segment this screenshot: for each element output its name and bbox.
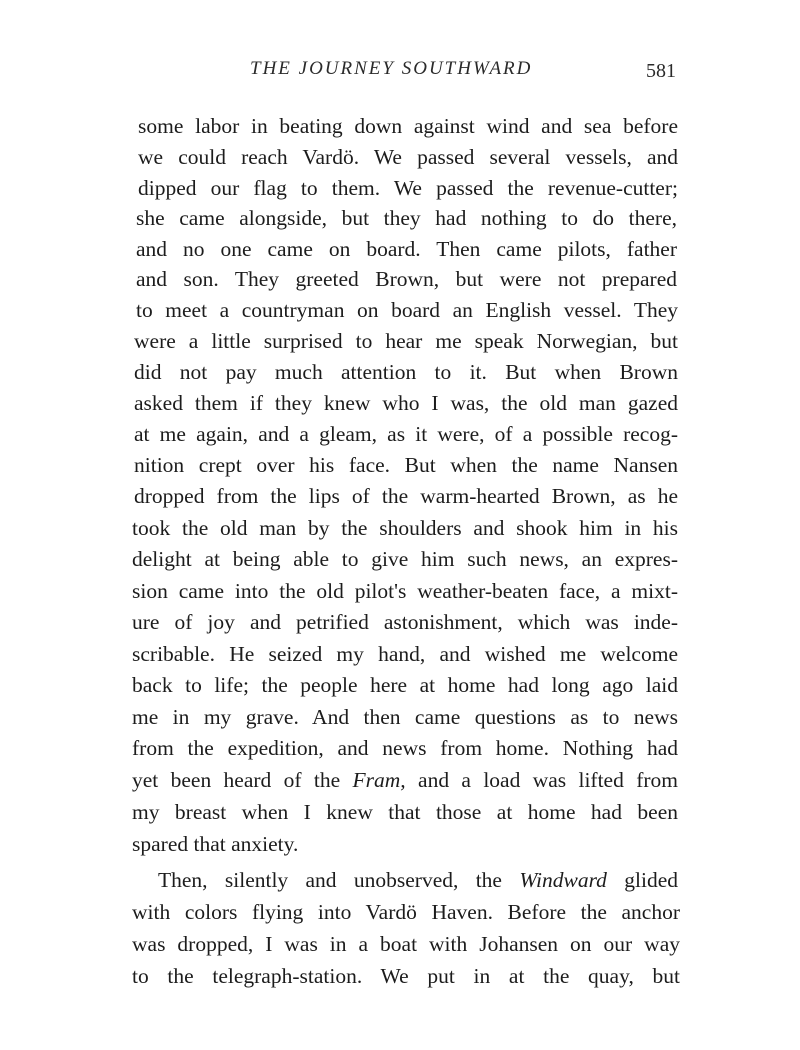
text-line: dropped from the lips of the warm-hearted Brown, as he (134, 484, 678, 508)
text-line: asked them if they knew who I was, the old man gazed (134, 391, 678, 415)
text-line: Then, silently and unobserved, the Windward glided (158, 868, 678, 892)
text-line: to the telegraph-station. We put in at the quay, but (132, 964, 680, 988)
text-line: nition crept over his face. But when the name Nansen (134, 453, 678, 477)
text-line: we could reach Vardö. We passed several vessels, and (138, 145, 678, 169)
ship-name-windward: Windward (519, 868, 607, 892)
text-line: back to life; the people here at home had long ago laid (132, 673, 678, 697)
text-line: and no one came on board. Then came pilots, father (136, 237, 677, 261)
page-number: 581 (646, 60, 676, 82)
text-line: was dropped, I was in a boat with Johansen on our way (132, 932, 680, 956)
text-line: did not pay much attention to it. But when Brown (134, 360, 678, 384)
text-line: some labor in beating down against wind and sea before (138, 114, 678, 138)
text-line: to meet a countryman on board an English vessel. They (136, 298, 678, 322)
text-line: my breast when I knew that those at home had been (132, 800, 678, 824)
text-line: and son. They greeted Brown, but were not prepared (136, 267, 677, 291)
text-line: me in my grave. And then came questions as to news (132, 705, 678, 729)
text-line: from the expedition, and news from home. Nothing had (132, 736, 678, 760)
text-line: scribable. He seized my hand, and wished me welcome (132, 642, 678, 666)
text-line: she came alongside, but they had nothing to do there, (136, 206, 677, 230)
text-line: spared that anxiety. (132, 832, 299, 856)
text-line: ure of joy and petrified astonishment, which was inde- (132, 610, 678, 634)
text-line: yet been heard of the Fram, and a load was lifted from (132, 768, 678, 792)
running-head: THE JOURNEY SOUTHWARD (250, 58, 533, 79)
text-line: sion came into the old pilot's weather-beaten face, a mixt- (132, 579, 678, 603)
text-line: took the old man by the shoulders and shook him in his (132, 516, 678, 540)
ship-name-fram: Fram, (352, 768, 406, 792)
text-line: with colors flying into Vardö Haven. Before the anchor (132, 900, 680, 924)
text-line: delight at being able to give him such news, an expres- (132, 547, 678, 571)
text-line: at me again, and a gleam, as it were, of a possible recog- (134, 422, 678, 446)
text-line: dipped our flag to them. We passed the revenue-cutter; (138, 176, 678, 200)
text-line: were a little surprised to hear me speak Norwegian, but (134, 329, 678, 353)
